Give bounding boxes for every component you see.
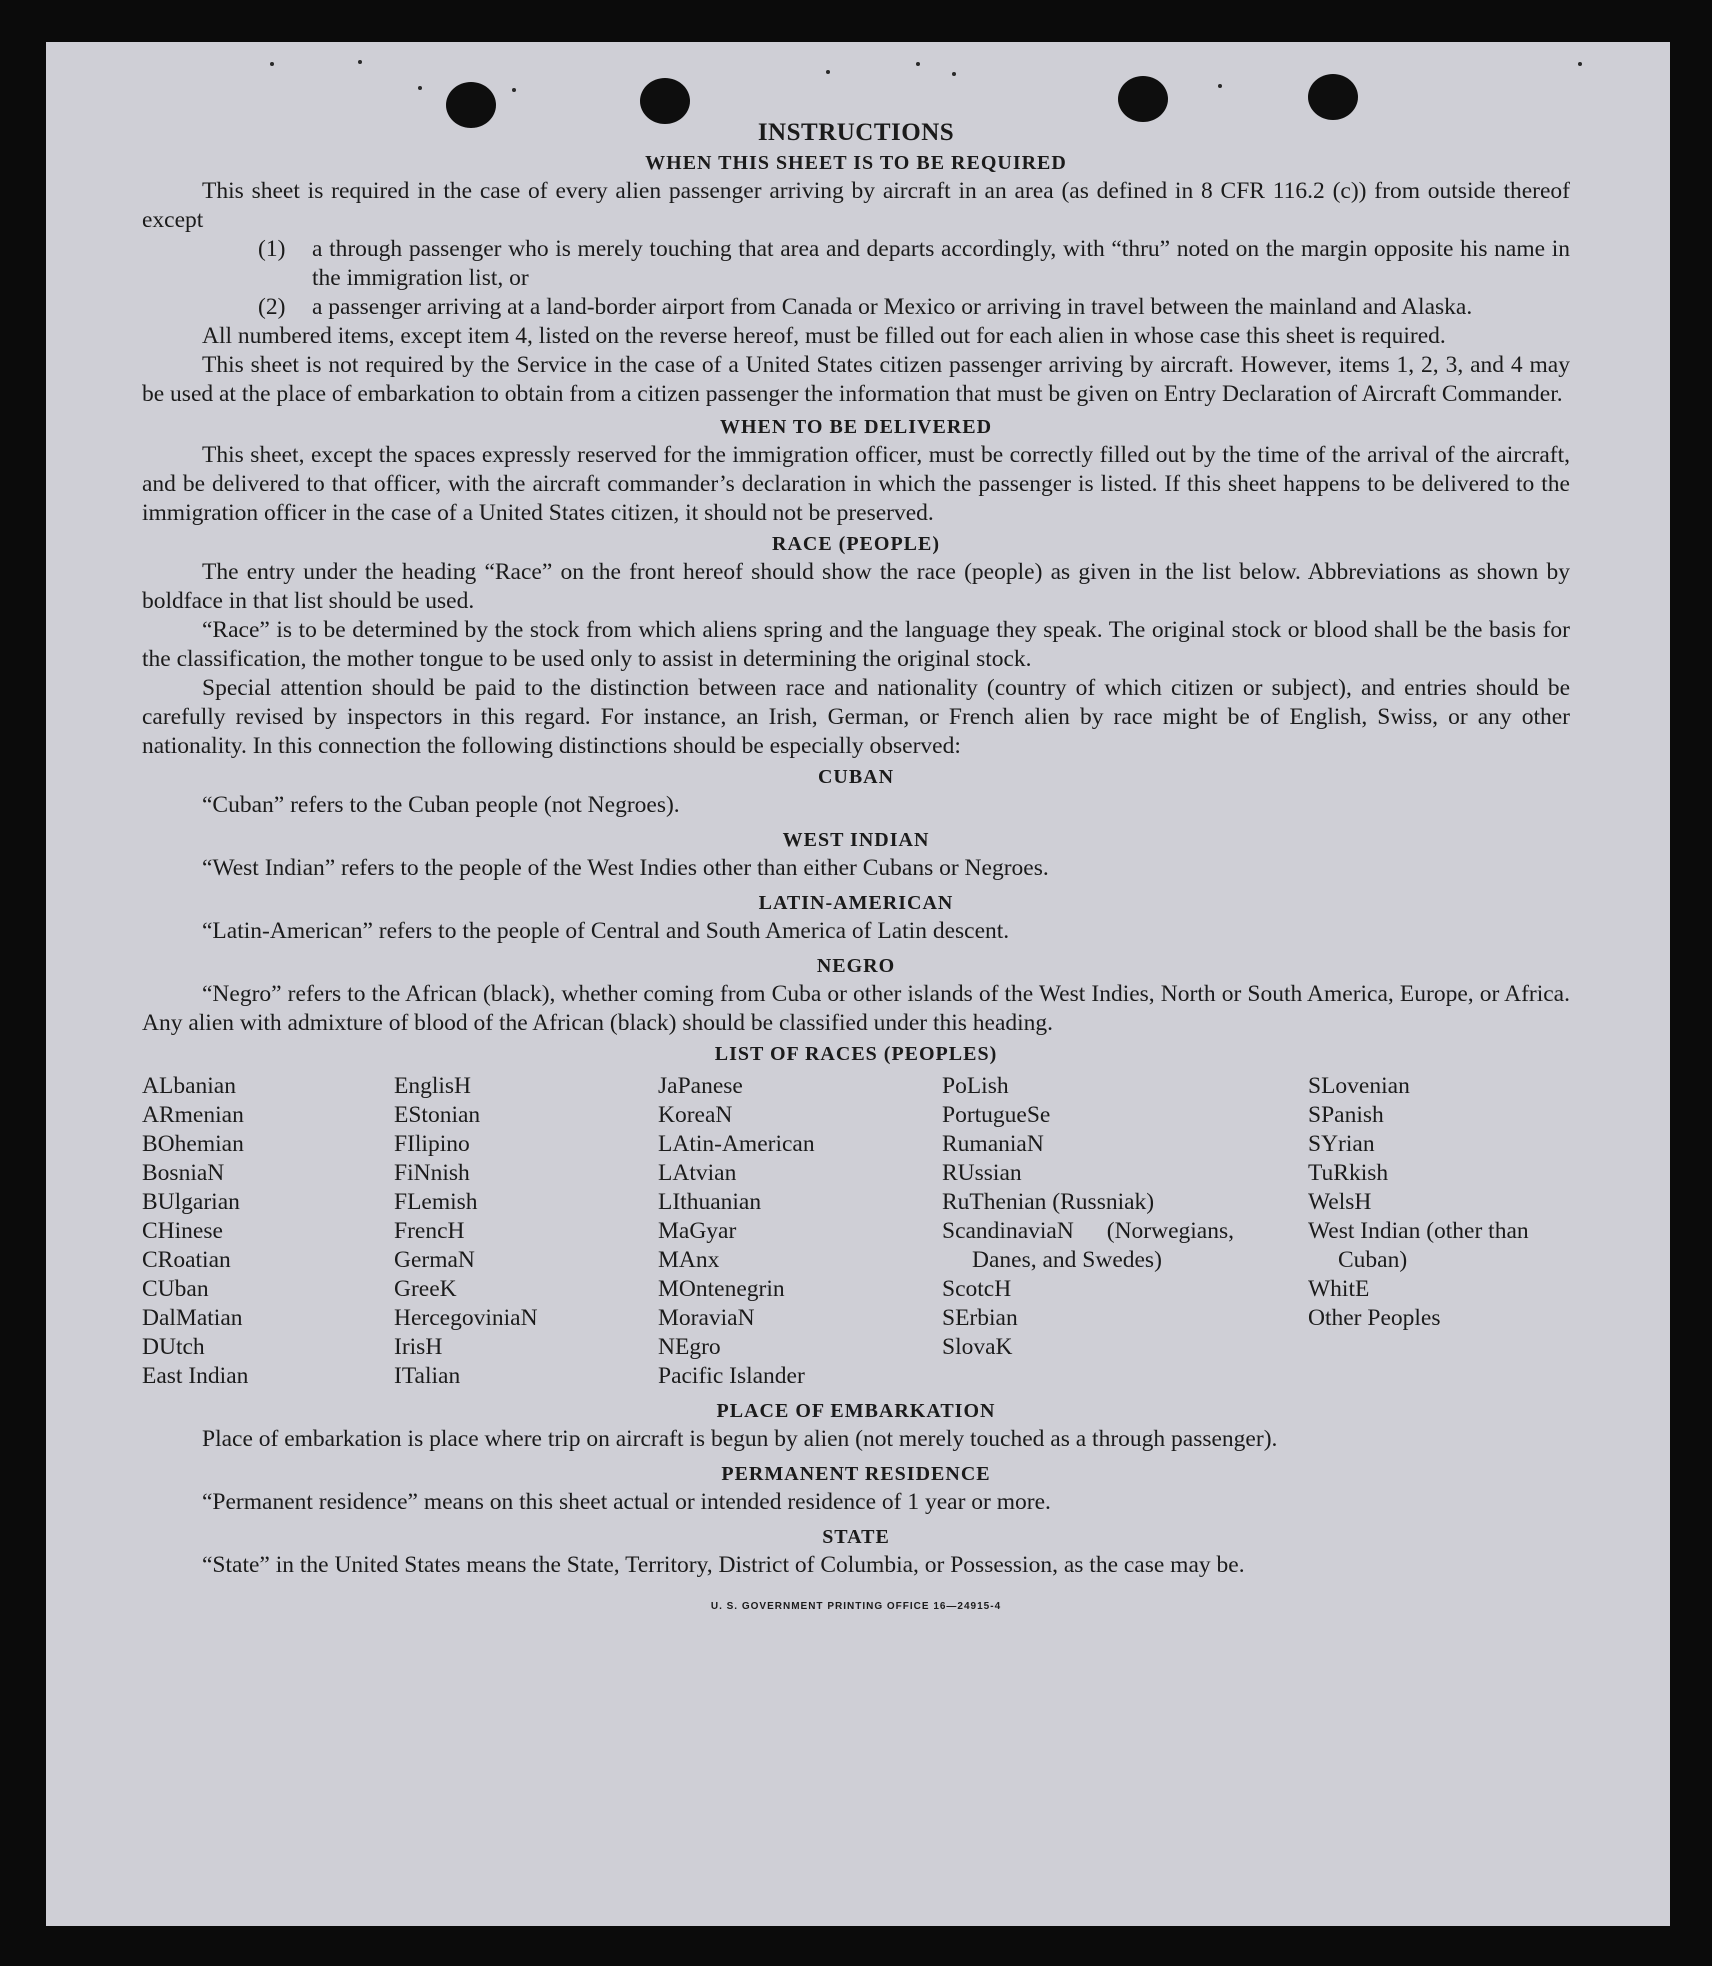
paragraph: “Cuban” refers to the Cuban people (not Negroes). <box>202 792 680 818</box>
races-table <box>142 1072 1570 1391</box>
race-entry: CRoatian <box>142 1247 231 1273</box>
speck <box>952 72 956 76</box>
race-entry: WhitE <box>1308 1276 1370 1302</box>
race-entry: LIthuanian <box>658 1189 762 1215</box>
document-sheet <box>46 42 1670 1926</box>
speck <box>358 60 362 64</box>
race-entry: ARmenian <box>142 1102 244 1128</box>
race-entry: FiNnish <box>394 1160 470 1186</box>
paragraph: The entry under the heading “Race” on the front hereof should show the race (people) as given in the list below. Abbreviations as shown by boldface in that list should be used. <box>142 559 1570 614</box>
item-number: (2) <box>258 294 286 320</box>
race-entry: LAtvian <box>658 1160 737 1186</box>
race-entry: BOhemian <box>142 1131 244 1157</box>
race-entry: East Indian <box>142 1363 249 1389</box>
printer-imprint: U. S. GOVERNMENT PRINTING OFFICE 16—24915-4 <box>710 1601 1002 1612</box>
race-entry: FIlipino <box>394 1131 470 1157</box>
races-column <box>1308 1072 1570 1391</box>
heading-list-of-races: LIST OF RACES (PEOPLES) <box>714 1043 998 1065</box>
page-title: INSTRUCTIONS <box>757 119 955 146</box>
races-column <box>942 1072 1234 1391</box>
race-entry: JaPanese <box>658 1073 743 1099</box>
paragraph: “Negro” refers to the African (black), whether coming from Cuba or other islands of the West Indies, North or South America, Europe, or Africa. Any alien with admixture of blood of the African (black) should be classified under this heading. <box>142 981 1570 1036</box>
race-entry: IrisH <box>394 1334 443 1360</box>
race-entry: ALbanian <box>142 1073 236 1099</box>
race-entry: DalMatian <box>142 1305 243 1331</box>
races-column <box>142 1072 394 1391</box>
race-entry: DUtch <box>142 1334 205 1360</box>
paragraph: Special attention should be paid to the distinction between race and nationality (country of which citizen or subject), and entries should be carefully revised by inspectors in this regard. For instance, an Irish, German, or French alien by race might be of English, Swiss, or any other nationality. In this connection the following distinctions should be especially observed: <box>142 675 1570 759</box>
race-entry: GreeK <box>394 1276 457 1302</box>
race-entry: SYrian <box>1308 1131 1375 1157</box>
heading-cuban: CUBAN <box>817 766 895 788</box>
race-entry: WelsH <box>1308 1189 1372 1215</box>
item-text: a passenger arriving at a land-border airport from Canada or Mexico or arriving in travel between the mainland and Alaska. <box>312 294 1473 320</box>
race-entry: RumaniaN <box>942 1131 1044 1157</box>
race-entry: CHinese <box>142 1218 223 1244</box>
paragraph: “Permanent residence” means on this sheet actual or intended residence of 1 year or more. <box>202 1489 1051 1515</box>
race-entry: SlovaK <box>942 1334 1013 1360</box>
item-number: (1) <box>258 236 286 262</box>
race-entry: MAnx <box>658 1247 720 1273</box>
race-entry: BosniaN <box>142 1160 225 1186</box>
heading-race: RACE (PEOPLE) <box>772 533 940 555</box>
heading-state: STATE <box>822 1526 890 1548</box>
heading-when-required: WHEN THIS SHEET IS TO BE REQUIRED <box>645 152 1067 174</box>
paragraph: “Latin-American” refers to the people of Central and South America of Latin descent. <box>202 918 1010 944</box>
list-item <box>258 293 1570 322</box>
paragraph: “State” in the United States means the State, Territory, District of Columbia, or Possession, as the case may be. <box>202 1552 1245 1578</box>
heading-latin-american: LATIN-AMERICAN <box>758 892 954 914</box>
race-entry: LAtin-American <box>658 1131 815 1157</box>
race-entry: EnglisH <box>394 1073 472 1099</box>
heading-west-indian: WEST INDIAN <box>782 829 930 851</box>
speck <box>826 70 830 74</box>
race-entry: Pacific Islander <box>658 1363 805 1389</box>
race-entry: HercegoviniaN <box>394 1305 538 1331</box>
race-entry: ScandinaviaN (Norwegians, Danes, and Swedes) <box>942 1218 1234 1273</box>
race-entry: FrencH <box>394 1218 465 1244</box>
race-entry: EStonian <box>394 1102 481 1128</box>
race-entry: KoreaN <box>658 1102 733 1128</box>
paragraph: Place of embarkation is place where trip on aircraft is begun by alien (not merely touched as a through passenger). <box>202 1426 1278 1452</box>
item-text: a through passenger who is merely touching that area and departs accordingly, with “thru” noted on the margin opposite his name in the immigration list, or <box>312 236 1570 291</box>
speck <box>1578 62 1582 66</box>
race-entry: NEgro <box>658 1334 721 1360</box>
race-entry: SPanish <box>1308 1102 1384 1128</box>
race-entry: SLovenian <box>1308 1073 1410 1099</box>
speck <box>270 62 274 66</box>
race-entry: SErbian <box>942 1305 1018 1331</box>
race-entry: MOntenegrin <box>658 1276 785 1302</box>
instructions-text <box>142 114 1570 1621</box>
paragraph: “West Indian” refers to the people of the West Indies other than either Cubans or Negroes. <box>202 855 1049 881</box>
race-entry: West Indian (other than Cuban) <box>1308 1218 1529 1273</box>
races-column <box>658 1072 942 1391</box>
race-entry: RuThenian (Russniak) <box>942 1189 1155 1215</box>
race-entry: RUssian <box>942 1160 1022 1186</box>
races-column <box>394 1072 658 1391</box>
heading-permanent-residence: PERMANENT RESIDENCE <box>721 1463 991 1485</box>
race-entry: TuRkish <box>1308 1160 1389 1186</box>
race-entry: GermaN <box>394 1247 475 1273</box>
race-entry: MaGyar <box>658 1218 737 1244</box>
paragraph: “Race” is to be determined by the stock from which aliens spring and the language they speak. The original stock or blood shall be the basis for the classification, the mother tongue to be used only to assist in determining the original stock. <box>142 617 1570 672</box>
paragraph: All numbered items, except item 4, listed on the reverse hereof, must be filled out for each alien in whose case this sheet is required. <box>202 323 1446 349</box>
race-entry: CUban <box>142 1276 209 1302</box>
race-entry: MoraviaN <box>658 1305 755 1331</box>
heading-place-of-embarkation: PLACE OF EMBARKATION <box>716 1400 996 1422</box>
race-entry: FLemish <box>394 1189 478 1215</box>
paragraph: This sheet, except the spaces expressly reserved for the immigration officer, must be correctly filled out by the time of the arrival of the aircraft, and be delivered to that officer, with the aircraft commander’s declaration in which the passenger is listed. If this sheet happens to be delivered to the immigration officer in the case of a United States citizen, it should not be preserved. <box>142 442 1570 526</box>
race-entry: PortugueSe <box>942 1102 1051 1128</box>
race-entry: BUlgarian <box>142 1189 240 1215</box>
speck <box>512 88 516 92</box>
speck <box>418 86 422 90</box>
race-entry: ScotcH <box>942 1276 1012 1302</box>
heading-negro: NEGRO <box>816 955 896 977</box>
race-entry: ITalian <box>394 1363 461 1389</box>
paragraph: This sheet is required in the case of every alien passenger arriving by aircraft in an area (as defined in 8 CFR 116.2 (c)) from outside thereof except <box>142 178 1570 233</box>
speck <box>916 62 920 66</box>
paragraph: This sheet is not required by the Service in the case of a United States citizen passenger arriving by aircraft. However, items 1, 2, 3, and 4 may be used at the place of embarkation to obtain from a citizen passenger the information that must be given on Entry Declaration of Aircraft Commander. <box>142 352 1570 407</box>
speck <box>1218 84 1222 88</box>
list-item <box>258 235 1570 293</box>
race-entry: Other Peoples <box>1308 1305 1441 1331</box>
race-entry: PoLish <box>942 1073 1009 1099</box>
heading-when-delivered: WHEN TO BE DELIVERED <box>719 416 993 438</box>
